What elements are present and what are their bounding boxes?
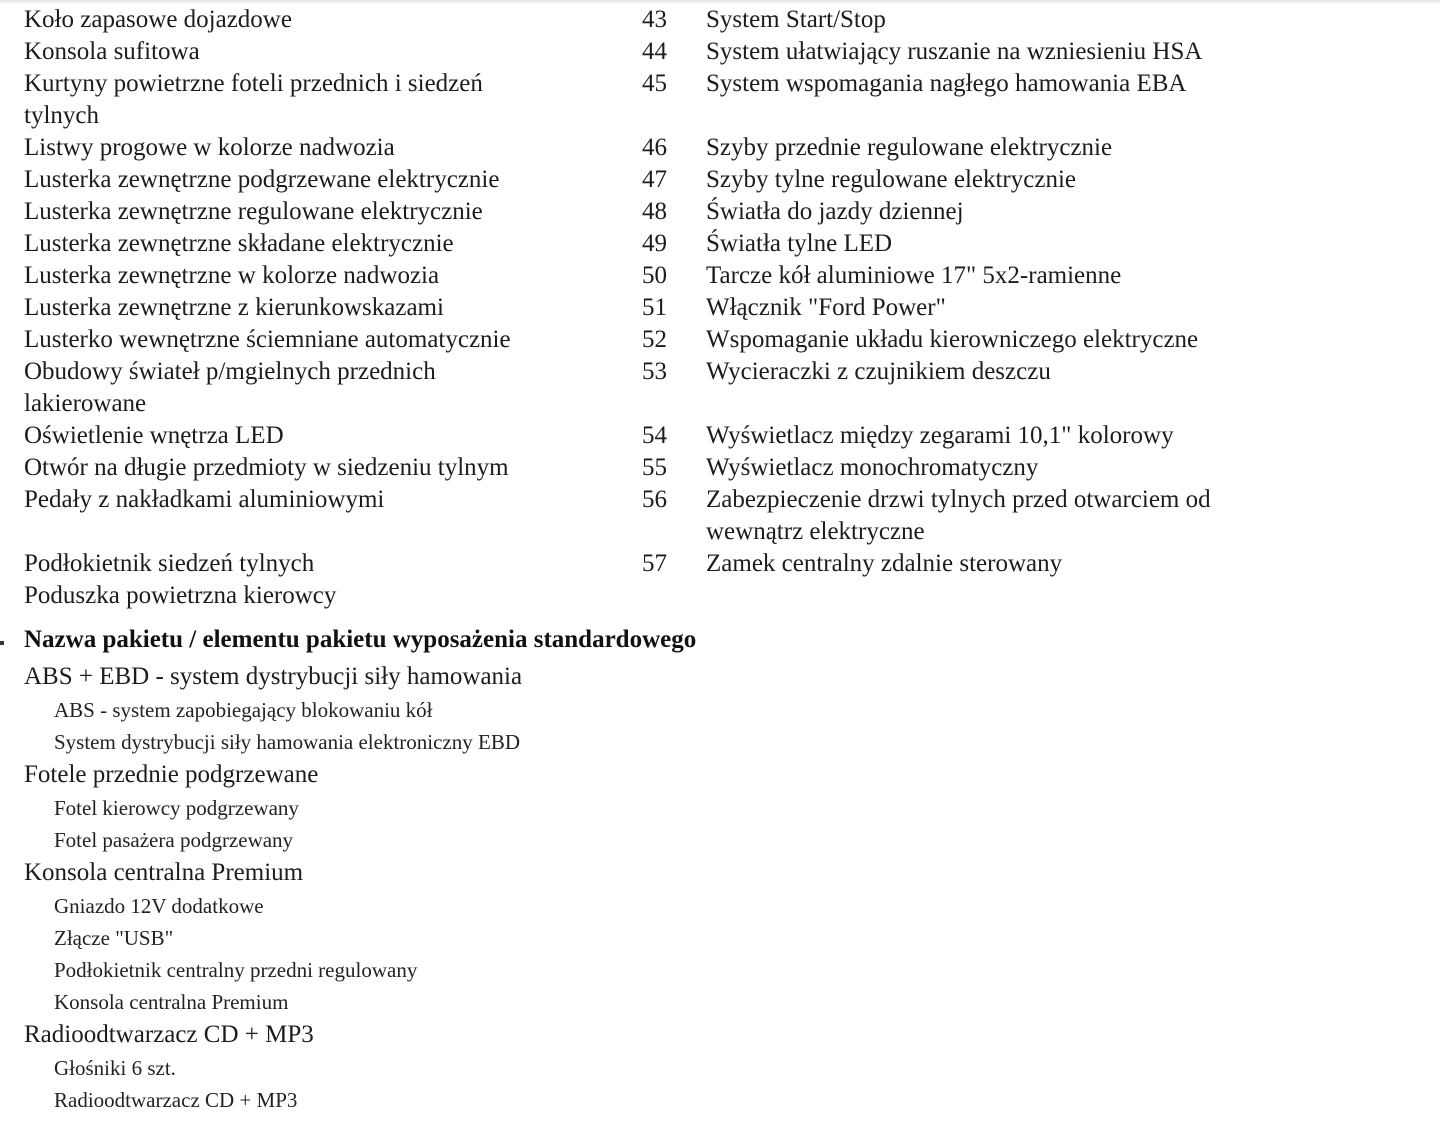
equipment-row (0, 132, 1440, 164)
equipment-item-left: Listwy progowe w kolorze nadwozia (24, 134, 395, 161)
equipment-item-right: Tarcze kół aluminiowe 17" 5x2-ramienne (706, 262, 1122, 289)
equipment-item-number: 54 (642, 422, 667, 449)
equipment-row (0, 68, 1440, 132)
equipment-item-right: Szyby przednie regulowane elektrycznie (706, 134, 1113, 161)
equipment-item-number: 56 (642, 486, 667, 513)
equipment-item-number: 43 (642, 6, 667, 33)
equipment-item-right: Wycieraczki z czujnikiem deszczu (706, 358, 1051, 385)
package-name: Radioodtwarzacz CD + MP3 (24, 1021, 314, 1048)
package-name: Konsola centralna Premium (24, 859, 304, 886)
equipment-item-number: 50 (642, 262, 667, 289)
package-element: System dystrybucji siły hamowania elektroniczny EBD (54, 730, 520, 754)
equipment-row (0, 164, 1440, 196)
equipment-item-right: Wspomaganie układu kierowniczego elektryczne (706, 326, 1199, 353)
equipment-item-number: 44 (642, 38, 667, 65)
package-element: Fotel pasażera podgrzewany (54, 828, 294, 852)
equipment-item-left: Pedały z nakładkami aluminiowymi (24, 486, 385, 513)
package-element: ABS - system zapobiegający blokowaniu kół (54, 698, 433, 722)
package-element: Konsola centralna Premium (54, 990, 289, 1014)
equipment-item-left: Otwór na długie przedmioty w siedzeniu tylnym (24, 454, 509, 481)
equipment-item-left: Oświetlenie wnętrza LED (24, 422, 284, 449)
package-element: Fotel kierowcy podgrzewany (54, 796, 299, 820)
equipment-row (0, 196, 1440, 228)
equipment-item-right: Światła do jazdy dziennej (706, 198, 964, 225)
package-name: ABS + EBD - system dystrybucji siły hamowania (24, 663, 523, 690)
equipment-item-left: Kurtyny powietrzne foteli przednich i siedzeń tylnych (24, 70, 483, 129)
equipment-item-left: Koło zapasowe dojazdowe (24, 6, 292, 33)
equipment-item-number: 53 (642, 358, 667, 385)
equipment-list (0, 4, 1440, 612)
section-bullet (0, 641, 4, 645)
equipment-item-left: Lusterka zewnętrzne w kolorze nadwozia (24, 262, 440, 289)
equipment-item-number: 48 (642, 198, 667, 225)
package-list (0, 660, 1440, 1116)
equipment-item-right: Zamek centralny zdalnie sterowany (706, 550, 1063, 577)
equipment-item-number: 57 (642, 550, 667, 577)
equipment-item-right: Szyby tylne regulowane elektrycznie (706, 166, 1076, 193)
equipment-row (0, 452, 1440, 484)
equipment-item-left: Lusterka zewnętrzne podgrzewane elektrycznie (24, 166, 500, 193)
equipment-item-right: Wyświetlacz monochromatyczny (706, 454, 1039, 481)
section-heading: Nazwa pakietu / elementu pakietu wyposażenia standardowego (24, 626, 697, 653)
equipment-row (0, 260, 1440, 292)
equipment-item-right: System wspomagania nagłego hamowania EBA (706, 70, 1187, 97)
package-element: Gniazdo 12V dodatkowe (54, 894, 264, 918)
equipment-item-left: Lusterka zewnętrzne składane elektrycznie (24, 230, 454, 257)
package-element: Głośniki 6 szt. (54, 1056, 176, 1080)
equipment-item-number: 47 (642, 166, 667, 193)
equipment-row (0, 580, 1440, 612)
equipment-row (0, 4, 1440, 36)
equipment-item-number: 49 (642, 230, 667, 257)
equipment-item-right: System Start/Stop (706, 6, 886, 33)
equipment-row (0, 356, 1440, 420)
equipment-item-left: Konsola sufitowa (24, 38, 200, 65)
equipment-row (0, 420, 1440, 452)
equipment-item-number: 51 (642, 294, 667, 321)
equipment-item-right: Włącznik "Ford Power" (706, 294, 946, 321)
package-name: Fotele przednie podgrzewane (24, 761, 319, 788)
equipment-row (0, 324, 1440, 356)
equipment-row (0, 36, 1440, 68)
equipment-row (0, 548, 1440, 580)
equipment-item-right: Światła tylne LED (706, 230, 893, 257)
package-element: Radioodtwarzacz CD + MP3 (54, 1088, 298, 1112)
equipment-item-right: Wyświetlacz między zegarami 10,1" kolorowy (706, 422, 1174, 449)
package-element: Złącze "USB" (54, 926, 174, 950)
equipment-item-left: Podłokietnik siedzeń tylnych (24, 550, 315, 577)
package-element: Podłokietnik centralny przedni regulowany (54, 958, 418, 982)
equipment-item-left: Lusterko wewnętrzne ściemniane automatycznie (24, 326, 511, 353)
equipment-row (0, 484, 1440, 548)
equipment-item-left: Poduszka powietrzna kierowcy (24, 582, 337, 609)
equipment-row (0, 292, 1440, 324)
equipment-item-right: Zabezpieczenie drzwi tylnych przed otwarciem od wewnątrz elektryczne (706, 486, 1211, 545)
equipment-item-left: Lusterka zewnętrzne z kierunkowskazami (24, 294, 444, 321)
equipment-item-left: Lusterka zewnętrzne regulowane elektrycznie (24, 198, 483, 225)
equipment-item-number: 46 (642, 134, 667, 161)
equipment-item-number: 55 (642, 454, 667, 481)
equipment-item-number: 45 (642, 70, 667, 97)
equipment-item-number: 52 (642, 326, 667, 353)
equipment-row (0, 228, 1440, 260)
equipment-item-right: System ułatwiający ruszanie na wzniesieniu HSA (706, 38, 1203, 65)
equipment-item-left: Obudowy świateł p/mgielnych przednich lakierowane (24, 358, 436, 417)
